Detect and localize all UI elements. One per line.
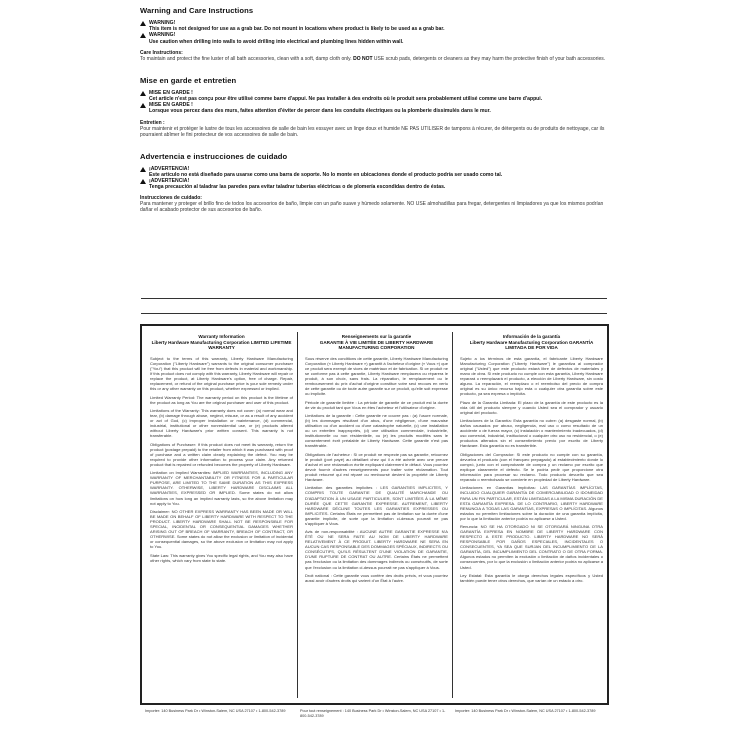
care-heading: Care Instructions: (140, 49, 183, 56)
warranty-paragraph: Limitations of the Warranty: This warranty does not cover: (a) normal wear and tear, (b) damage through abuse, neglect, misuse, or as a result of any accident or act of God, (c) improper installation or maintenance, (d) commercial, industrial, institutional or other nonresidential use, or (e) products altered without Liberty Hardware's prior written consent. This warranty is not transferable. (150, 407, 293, 439)
section-title-en: Warning and Care Instructions (140, 6, 254, 15)
warning-triangle-icon (140, 91, 146, 96)
care-text: Para mantener y proteger el brillo fino de todos los accesorios de baño, limpie con un paño suave y húmedo solamente. NO USE almohadillas para fregar, detergentes ni limpiadores ya que los mismos podrían dañar el acabado protector de sus accesorios de baño. (140, 201, 604, 214)
care-instructions (140, 50, 608, 62)
warranty-paragraph: Subject to the terms of this warranty, Liberty Hardware Manufacturing Corporation ("Liberty Hardware") warrants to the original consumer purchaser ("You") that this product will be free from defects in material and workmanship. If this product does not comply with this warranty, Liberty Hardware will repair or replace the product, at Liberty Hardware's option, free of charge. Repair, replacement, or refund of the original purchase price is your sole remedy under this or any other warranty on this product, whether expressed or implied. (150, 355, 293, 392)
warranty-paragraph: Limitation des garanties implicites : LES GARANTIES IMPLICITES, Y COMPRIS TOUTE GARANTIE DE QUALITÉ MARCHANDE OU D'ADAPTATION À UN USAGE PARTICULIER, SONT LIMITÉES À LA MÊME DURÉE QUE CETTE GARANTIE EXPRESSE. AUTREMENT, LIBERTY HARDWARE DÉCLINE TOUTES LES GARANTIES EXPRESSES OU IMPLICITES. Certains États ne permettent pas de limitation sur la durée d'une garantie implicite, de sorte que la limitation ci-dessus pourrait ne pas s'appliquer à Vous. (305, 485, 448, 526)
warranty-paragraph: Obligations de l'acheteur : Si ce produit ne respecte pas sa garantie, retournez le produit (port payé) au détaillant chez qui il a été acheté avec une preuve d'achat et une réclamation écrite expliquant clairement le défaut. Vous pourriez devoir fournir d'autres renseignements pour traiter votre réclamation. Tout produit retourné qui est réparé ou remboursé devient la propriété de Liberty Hardware. (305, 451, 448, 482)
warranty-paragraph: Obligations of Purchaser: If this product does not meet its warranty, return the product (postage prepaid) to the retailer from which it was purchased with proof of purchase and a written claim clearly explaining the defect. You may be required to provide other information to process your claim. Any returned product that is repaired or refunded becomes the property of Liberty Hardware. (150, 441, 293, 467)
warranty-paragraph: Ley Estatal: Esta garantía le otorga derechos legales específicos y Usted también puede tener otros derechos, que varían de un estado a otro. (460, 572, 603, 583)
importer-footer-fr: Pour tout renseignement : 140 Business Park Dr • Winston-Salem, NC USA 27107 • 1-800-542-3789 (300, 709, 446, 718)
french-block (140, 76, 608, 138)
spanish-block (140, 152, 608, 214)
section-title-es: Advertencia e instrucciones de cuidado (140, 151, 288, 161)
warranty-paragraph: Limitaciones en Garantías Implícitas: LAS GARANTÍAS IMPLÍCITAS, INCLUIDO CUALQUIER GARANTÍA DE COMERCIABILIDAD O IDONEIDAD PARA UN FIN PARTICULAR, ESTÁN LIMITADAS A LA MISMA DURACIÓN DE ESTA GARANTÍA EXPRESA. DE LO CONTRARIO, LIBERTY HARDWARE RENUNCIA A TODAS LAS GARANTÍAS, EXPRESAS O IMPLÍCITAS. Algunos estados no permiten limitaciones sobre la duración de una garantía implícita, por lo que la limitación anterior podría no aplicarse a Usted. (460, 485, 603, 521)
warning-text: Use caution when drilling into walls to avoid drilling into electrical and plumbing lines hidden within wall. (149, 38, 404, 45)
warning-heading: MISE EN GARDE ! (149, 89, 193, 96)
warranty-paragraph: Avis de non-responsabilité : AUCUNE AUTRE GARANTIE EXPRESSE N'A ÉTÉ OU NE SERA FAITE AU NOM DE LIBERTY HARDWARE RELATIVEMENT À CE PRODUIT. LIBERTY HARDWARE NE SERA EN AUCUN CAS RESPONSABLE DES DOMMAGES SPÉCIAUX, INDIRECTS OU CONSÉCUTIFS, QU'ILS RÉSULTENT D'UNE VIOLATION DE GARANTIE, D'UNE RUPTURE DE CONTRAT OU AUTRE. Certains États ne permettent pas l'exclusion ou la limitation des dommages indirects ou consécutifs, de sorte que l'exclusion ou la limitation ci-dessus pourrait ne pas s'appliquer à Vous. (305, 529, 448, 570)
warning-triangle-icon (140, 21, 146, 26)
warning-item (140, 166, 608, 178)
care-instructions (140, 195, 608, 213)
warning-heading: WARNING! (149, 20, 176, 26)
warning-item (140, 32, 608, 44)
warning-item (140, 102, 608, 114)
care-text-part: To maintain and protect the fine luster of all bath accessories, clean with a soft, damp cloth only. (140, 55, 352, 62)
warranty-paragraph: Obligaciones del Comprador: Si este producto no cumple con su garantía, devuelva el producto (con el franqueo prepagado) al establecimiento donde lo compró, junto con el comprobante de compra y un reclamo por escrito que explique claramente el defecto. Se le podría pedir que proporcione otra información para procesar su reclamo. Todo producto devuelto que sea reparado o reembolsado se convierte en propiedad de Liberty Hardware. (460, 451, 603, 482)
warning-heading: WARNING! (149, 32, 176, 39)
warranty-paragraph: Disclaimer: NO OTHER EXPRESS WARRANTY HAS BEEN MADE OR WILL BE MADE ON BEHALF OF LIBERTY HARDWARE WITH RESPECT TO THE PRODUCT. LIBERTY HARDWARE SHALL NOT BE RESPONSIBLE FOR SPECIAL, INCIDENTAL OR CONSEQUENTIAL DAMAGES WHETHER ARISING OUT OF BREACH OF WARRANTY, BREACH OF CONTRACT, OR OTHERWISE. Some states do not allow the exclusion or limitation of incidental or consequential damages, so the above exclusion or limitation may not apply to You. (150, 509, 293, 550)
warning-item (140, 178, 608, 190)
care-text-part: USE scrub pads, detergents or cleaners as they may harm the protective finish of your bath accessories. (373, 55, 606, 62)
warning-text: Cet article n'est pas conçu pour être utilisé comme barre d'appui. Ne pas installer à des endroits où le produit sera probablement utilisé comme une barre d'appui. (149, 96, 543, 103)
warranty-paragraph: Limited Warranty Period: The warranty period on this product is the lifetime of the product as long as You are the original purchaser and user of this product. (150, 394, 293, 405)
warranty-paragraph: Période de garantie limitée : La période de garantie de ce produit est la durée de vie du produit tant que Vous en êtes l'acheteur et l'utilisateur d'origine. (305, 399, 448, 410)
warning-text: Tenga precaución al taladrar las paredes para evitar taladrar tuberías eléctricas o de plomería escondidas dentro de éstas. (149, 184, 446, 191)
warranty-subtitle: GARANTIE À VIE LIMITÉE DE LIBERTY HARDWARE MANUFACTURING CORPORATION (319, 339, 434, 351)
warning-triangle-icon (140, 103, 146, 108)
column-divider (297, 332, 298, 698)
warranty-paragraph: Limitations de la garantie : Cette garantie ne couvre pas : (a) l'usure normale, (b) les dommages résultant d'un abus, d'une négligence, d'une mauvaise utilisation ou d'un accident ou d'une catastrophe naturelle, (c) une installation ou un entretien inappropriés, (d) une utilisation commerciale, industrielle, institutionnelle ou non résidentielle, ou (e) les produits modifiés sans le consentement écrit préalable de Liberty Hardware. Cette garantie n'est pas transférable. (305, 413, 448, 449)
warranty-title: Warranty Information (198, 334, 245, 339)
warranty-paragraph: Sous réserve des conditions de cette garantie, Liberty Hardware Manufacturing Corporation (« Liberty Hardware ») garantit à l'acheteur d'origine (« Vous ») que ce produit sera exempt de vices de matériaux et de fabrication. Si ce produit ne se conforme pas à cette garantie, Liberty Hardware remplacera ou réparera le produit, à son choix, sans frais. La réparation, le remplacement ou le remboursement du prix d'achat d'origine constitue votre seul recours en vertu de cette garantie ou de toute autre garantie sur ce produit, qu'elle soit expresse ou implicite. (305, 355, 448, 397)
care-emphasis: DO NOT (353, 55, 373, 62)
warranty-box (140, 324, 609, 705)
column-divider (452, 332, 453, 698)
warranty-column-es (460, 334, 603, 586)
warning-triangle-icon (140, 179, 146, 184)
warranty-subtitle: Liberty Hardware Manufacturing Corporation GARANTÍA LIMITADA DE POR VIDA (469, 339, 594, 351)
care-heading: Entretien : (140, 119, 165, 126)
care-heading: Instrucciones de cuidado: (140, 195, 202, 202)
divider-line (141, 298, 607, 299)
importer-footer-en: Importer: 140 Business Park Dr • Winston-Salem, NC USA 27107 • 1-800-542-3789 (145, 709, 286, 713)
warning-text: Lorsque vous percez dans des murs, faites attention d'éviter de percer dans les conduits électriques ou la plomberie dissimulés dans le mur. (149, 108, 491, 115)
warranty-title: Información de la garantía (502, 334, 561, 339)
care-instructions (140, 120, 608, 138)
divider-line (141, 313, 607, 314)
english-block (140, 6, 608, 62)
instructions-section (140, 6, 608, 227)
warning-triangle-icon (140, 33, 146, 38)
warning-heading: ¡ADVERTENCIA! (149, 165, 190, 172)
warranty-column-en (150, 334, 293, 566)
warning-heading: ¡ADVERTENCIA! (149, 178, 190, 185)
warning-triangle-icon (140, 167, 146, 172)
section-title-fr: Mise en garde et entretien (140, 75, 237, 85)
warranty-column-fr (305, 334, 448, 586)
warranty-title: Renseignements sur la garantie (341, 334, 412, 339)
warning-heading: MISE EN GARDE ! (149, 102, 193, 109)
warning-text: This item is not designed for use as a grab bar. Do not mount in locations where product is likely to be used as a grab bar. (149, 26, 445, 33)
importer-footer-es: Importer: 140 Business Park Dr • Winston-Salem, NC USA 27107 • 1-800-542-3789 (455, 709, 596, 713)
care-text (140, 56, 608, 62)
warranty-paragraph: Sujeto a los términos de esta garantía, el fabricante Liberty Hardware Manufacturing Corporation ("Liberty Hardware") le garantiza al comprador original ("Usted") que este producto estará libre de defectos de materiales y mano de obra. Si este producto no cumple con esta garantía, Liberty Hardware reparará o reemplazará el producto, a elección de Liberty Hardware, sin costo alguno. La reparación, el reemplazo o el reembolso del precio de compra original es su único recurso bajo esta o cualquier otra garantía sobre este producto, ya sea expresa o implícita. (460, 355, 603, 397)
warning-item (140, 90, 608, 102)
care-text: Pour maintenir et protéger le lustre de tous les accessoires de salle de bain les essuyer avec un linge doux et humide NE PAS UTILISER de tampons à récurer, de détergents ou de produits de nettoyage, car ils pourraient abîmer le fini protecteur de vos accessoires de salle de bain. (140, 125, 605, 138)
warranty-subtitle: Liberty Hardware Manufacturing Corporation LIMITED LIFETIME WARRANTY (151, 339, 292, 351)
warranty-paragraph: Limitaciones de la Garantía: Esta garantía no cubre: (a) desgaste normal, (b) daños causados por abuso, negligencia, mal uso o como resultado de un accidente o de fuerza mayor, (c) instalación o mantenimiento inadecuados, (d) uso comercial, industrial, institucional o cualquier otro uso no residencial, o (e) productos alterados sin el consentimiento previo por escrito de Liberty Hardware. Esta garantía no es transferible. (460, 418, 603, 449)
warranty-paragraph: Renuncia: NO SE HA OTORGADO NI SE OTORGARÁ NINGUNA OTRA GARANTÍA EXPRESA EN NOMBRE DE LIBERTY HARDWARE CON RESPECTO A ESTE PRODUCTO. LIBERTY HARDWARE NO SERÁ RESPONSABLE POR DAÑOS ESPECIALES, INCIDENTALES O CONSECUENTES, YA SEA QUE SURJAN DEL INCUMPLIMIENTO DE LA GARANTÍA, DEL INCUMPLIMIENTO DEL CONTRATO O DE OTRA FORMA. Algunos estados no permiten la exclusión o limitación de daños incidentales o consecuentes, por lo que la exclusión o limitación anterior podría no aplicarse a Usted. (460, 524, 603, 570)
warranty-paragraph: State Law: This warranty gives You specific legal rights, and You may also have other rights, which vary from state to state. (150, 552, 293, 563)
warranty-paragraph: Plazo de la Garantía Limitada: El plazo de la garantía de este producto es la vida útil del producto siempre y cuando Usted sea el comprador y usuario original del producto. (460, 399, 603, 415)
warning-text: Este artículo no está diseñado para usarse como una barra de soporte. No lo monte en ubicaciones donde el producto podría ser usado como tal. (149, 171, 503, 178)
warning-item (140, 20, 608, 32)
warranty-paragraph: Limitation on Implied Warranties: IMPLIED WARRANTIES, INCLUDING ANY WARRANTY OF MERCHANTABILITY OR FITNESS FOR A PARTICULAR PURPOSE, ARE LIMITED TO THE SAME DURATION AS THIS EXPRESS WARRANTY. OTHERWISE, LIBERTY HARDWARE DISCLAIMS ALL WARRANTIES, EXPRESSED OR IMPLIED. Some states do not allow limitations on how long an implied warranty lasts, so the above limitation may not apply to You. (150, 470, 293, 506)
warranty-paragraph: Droit national : Cette garantie vous confère des droits précis, et vous pourriez aussi avoir d'autres droits qui varient d'un État à l'autre. (305, 572, 448, 583)
